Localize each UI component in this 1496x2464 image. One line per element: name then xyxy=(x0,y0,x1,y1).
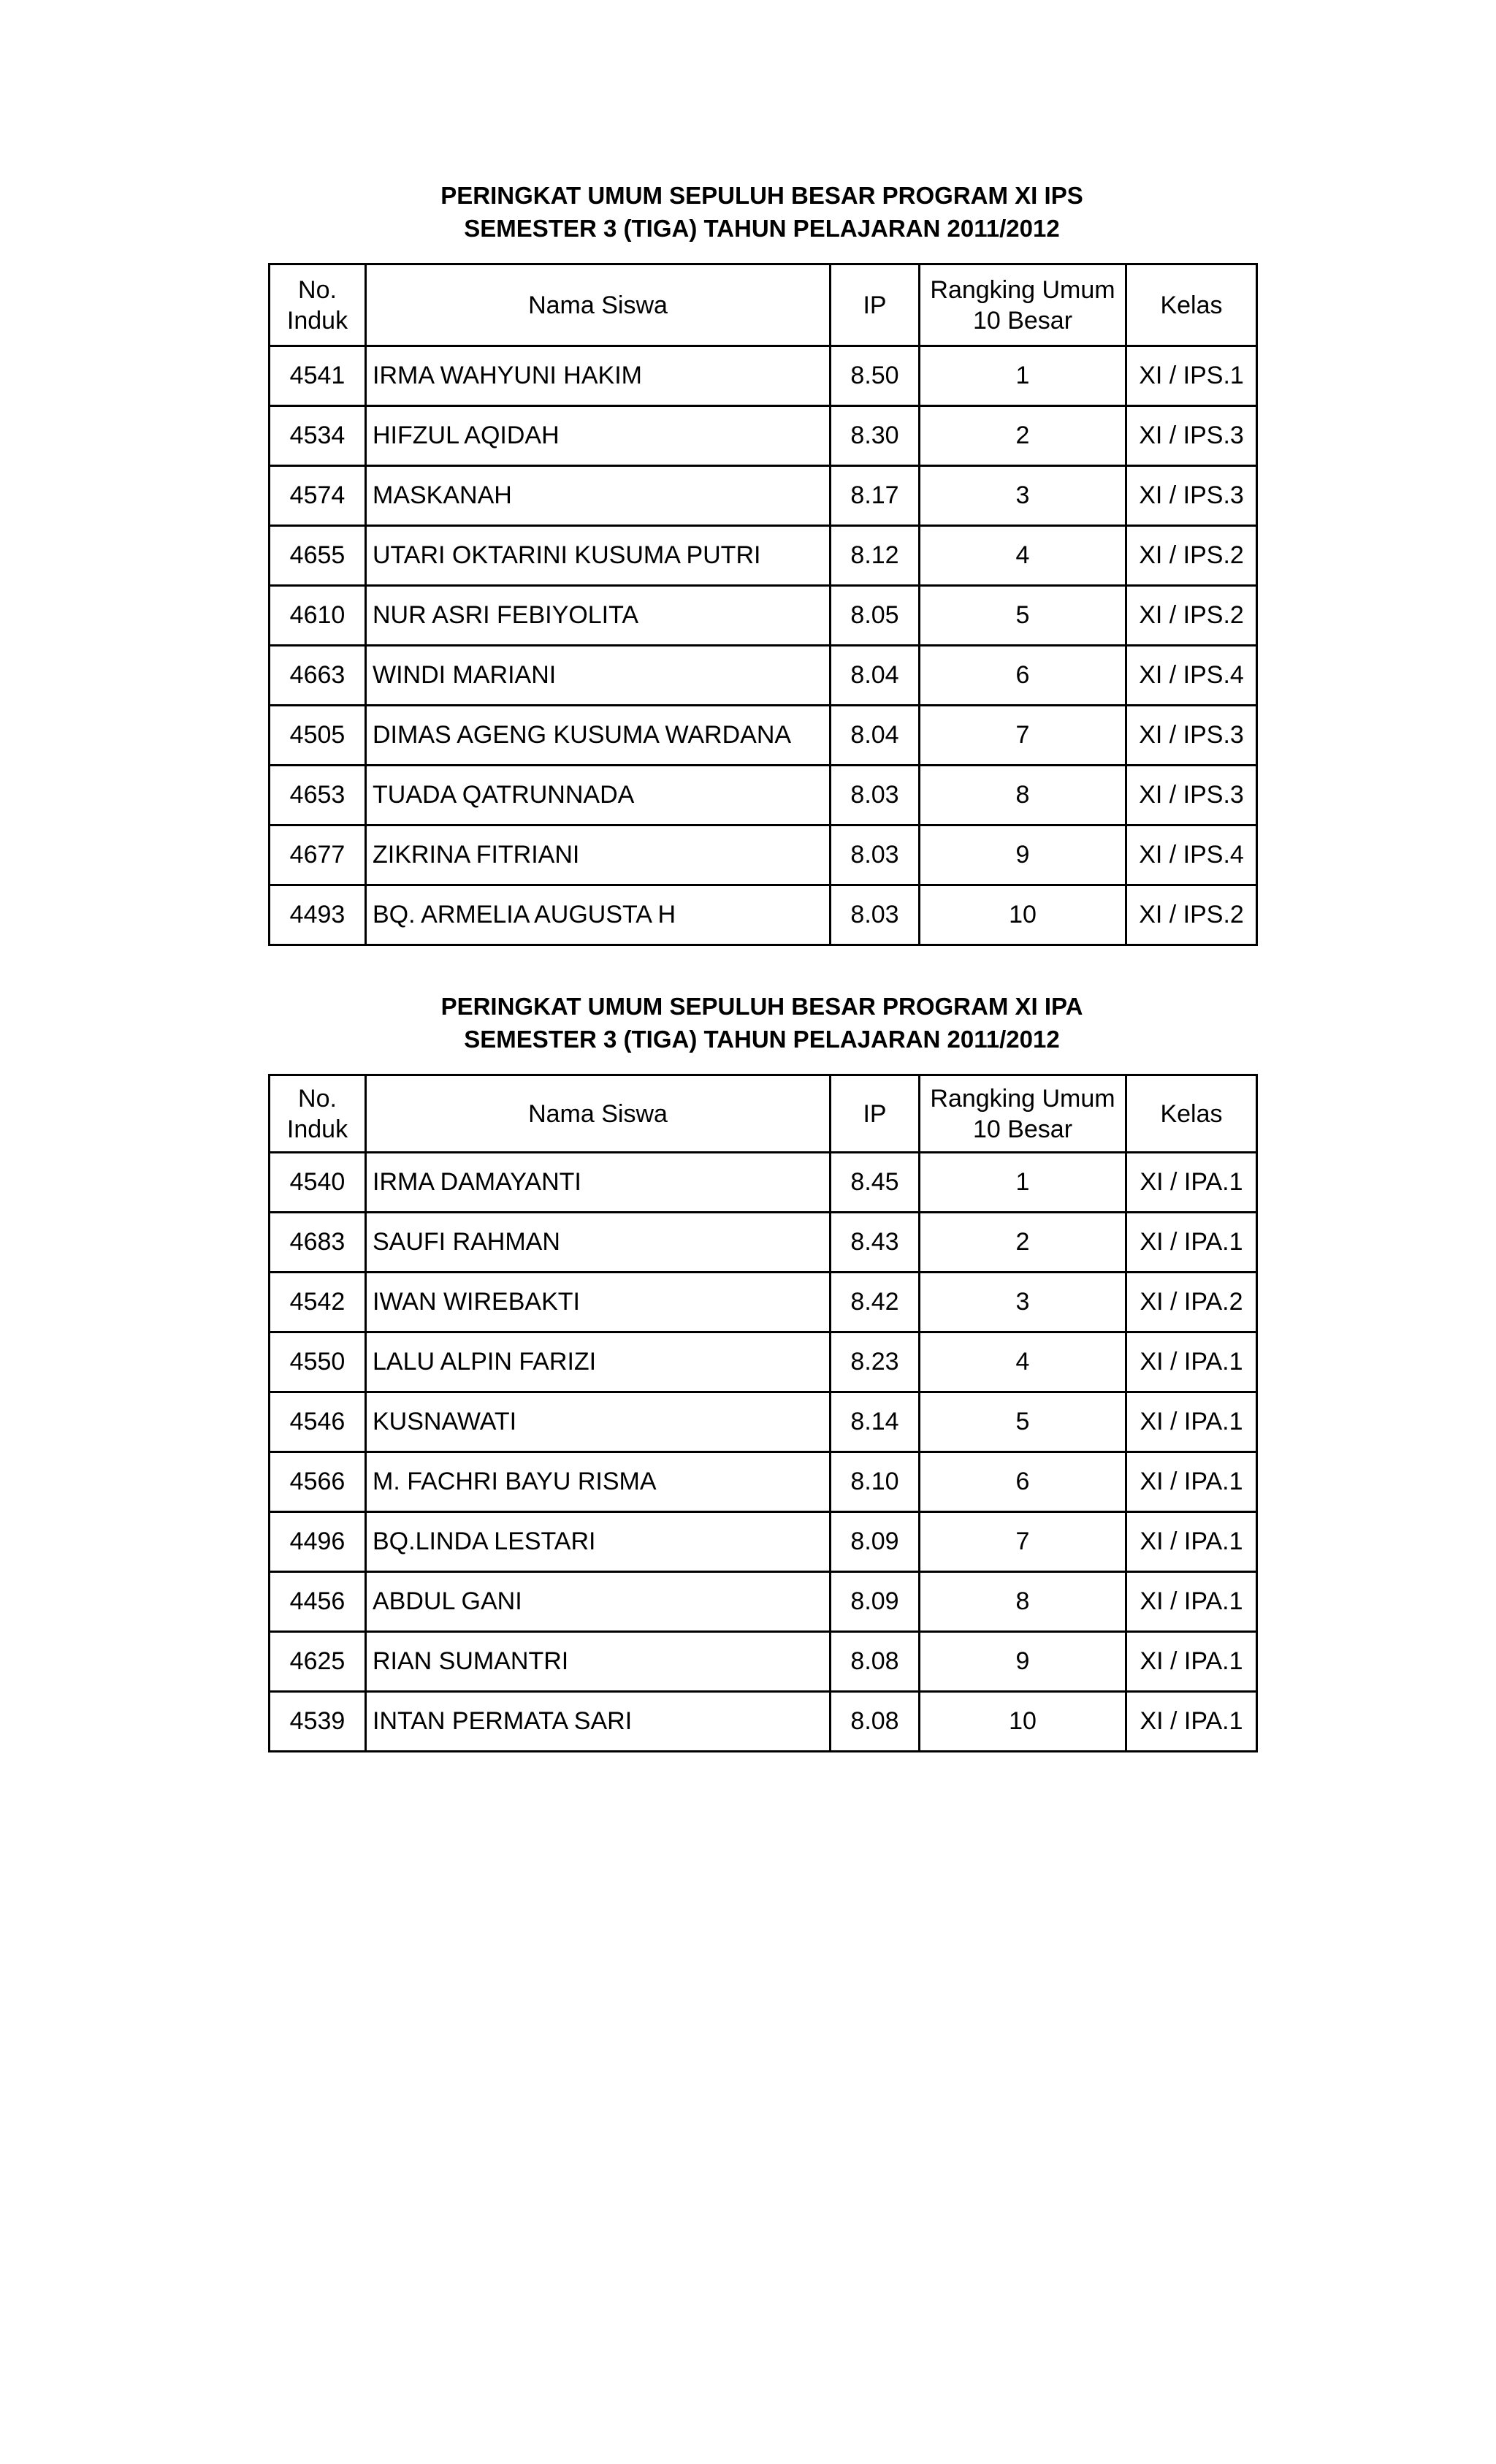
cell-rangking: 6 xyxy=(920,1452,1126,1512)
cell-nama-siswa: LALU ALPIN FARIZI xyxy=(366,1332,831,1392)
cell-ip: 8.12 xyxy=(831,526,920,586)
cell-rangking: 8 xyxy=(920,1572,1126,1632)
cell-kelas: XI / IPA.2 xyxy=(1126,1273,1257,1332)
cell-no-induk: 4625 xyxy=(270,1632,366,1692)
cell-no-induk: 4683 xyxy=(270,1213,366,1273)
cell-kelas: XI / IPS.3 xyxy=(1126,766,1257,825)
cell-ip: 8.42 xyxy=(831,1273,920,1332)
cell-no-induk: 4456 xyxy=(270,1572,366,1632)
cell-nama-siswa: TUADA QATRUNNADA xyxy=(366,766,831,825)
cell-rangking: 9 xyxy=(920,825,1126,885)
cell-no-induk: 4574 xyxy=(270,466,366,526)
cell-no-induk: 4566 xyxy=(270,1452,366,1512)
cell-kelas: XI / IPA.1 xyxy=(1126,1213,1257,1273)
cell-rangking: 10 xyxy=(920,1692,1126,1752)
cell-ip: 8.23 xyxy=(831,1332,920,1392)
header-no-induk: No. Induk xyxy=(270,1075,366,1153)
table-row xyxy=(270,1153,1257,1213)
cell-kelas: XI / IPS.4 xyxy=(1126,646,1257,706)
ipa-ranking-table xyxy=(268,1074,1258,1752)
cell-no-induk: 4496 xyxy=(270,1512,366,1572)
cell-ip: 8.03 xyxy=(831,825,920,885)
cell-nama-siswa: INTAN PERMATA SARI xyxy=(366,1692,831,1752)
cell-ip: 8.14 xyxy=(831,1392,920,1452)
cell-no-induk: 4493 xyxy=(270,885,366,945)
cell-rangking: 4 xyxy=(920,1332,1126,1392)
header-nama-siswa: Nama Siswa xyxy=(366,264,831,346)
ips-title xyxy=(268,179,1256,245)
cell-kelas: XI / IPA.1 xyxy=(1126,1452,1257,1512)
cell-kelas: XI / IPA.1 xyxy=(1126,1692,1257,1752)
header-kelas: Kelas xyxy=(1126,1075,1257,1153)
cell-nama-siswa: WINDI MARIANI xyxy=(366,646,831,706)
cell-rangking: 9 xyxy=(920,1632,1126,1692)
cell-kelas: XI / IPS.2 xyxy=(1126,526,1257,586)
cell-kelas: XI / IPA.1 xyxy=(1126,1153,1257,1213)
ipa-title xyxy=(268,990,1256,1056)
cell-nama-siswa: IRMA WAHYUNI HAKIM xyxy=(366,346,831,406)
table-row xyxy=(270,646,1257,706)
cell-nama-siswa: DIMAS AGENG KUSUMA WARDANA xyxy=(366,706,831,766)
cell-ip: 8.03 xyxy=(831,766,920,825)
cell-nama-siswa: IWAN WIREBAKTI xyxy=(366,1273,831,1332)
cell-nama-siswa: UTARI OKTARINI KUSUMA PUTRI xyxy=(366,526,831,586)
cell-ip: 8.04 xyxy=(831,706,920,766)
cell-no-induk: 4539 xyxy=(270,1692,366,1752)
cell-nama-siswa: MASKANAH xyxy=(366,466,831,526)
cell-kelas: XI / IPS.2 xyxy=(1126,586,1257,646)
ips-table-body xyxy=(270,346,1257,945)
cell-no-induk: 4542 xyxy=(270,1273,366,1332)
table-row xyxy=(270,346,1257,406)
header-rangking: Rangking Umum 10 Besar xyxy=(920,264,1126,346)
cell-ip: 8.09 xyxy=(831,1572,920,1632)
cell-rangking: 2 xyxy=(920,1213,1126,1273)
cell-ip: 8.17 xyxy=(831,466,920,526)
table-row xyxy=(270,466,1257,526)
cell-kelas: XI / IPA.1 xyxy=(1126,1392,1257,1452)
cell-no-induk: 4505 xyxy=(270,706,366,766)
cell-nama-siswa: ZIKRINA FITRIANI xyxy=(366,825,831,885)
cell-ip: 8.50 xyxy=(831,346,920,406)
cell-kelas: XI / IPA.1 xyxy=(1126,1332,1257,1392)
cell-ip: 8.45 xyxy=(831,1153,920,1213)
cell-no-induk: 4534 xyxy=(270,406,366,466)
header-no-induk: No. Induk xyxy=(270,264,366,346)
table-row xyxy=(270,1273,1257,1332)
table-header-row xyxy=(270,264,1257,346)
cell-rangking: 8 xyxy=(920,766,1126,825)
cell-no-induk: 4663 xyxy=(270,646,366,706)
cell-ip: 8.10 xyxy=(831,1452,920,1512)
cell-ip: 8.04 xyxy=(831,646,920,706)
cell-nama-siswa: ABDUL GANI xyxy=(366,1572,831,1632)
cell-rangking: 2 xyxy=(920,406,1126,466)
ips-ranking-section xyxy=(268,179,1256,946)
table-row xyxy=(270,706,1257,766)
cell-nama-siswa: IRMA DAMAYANTI xyxy=(366,1153,831,1213)
table-row xyxy=(270,526,1257,586)
cell-rangking: 1 xyxy=(920,1153,1126,1213)
table-row xyxy=(270,1572,1257,1632)
table-row xyxy=(270,1332,1257,1392)
cell-nama-siswa: SAUFI RAHMAN xyxy=(366,1213,831,1273)
cell-kelas: XI / IPS.3 xyxy=(1126,706,1257,766)
table-row xyxy=(270,1512,1257,1572)
cell-rangking: 5 xyxy=(920,586,1126,646)
cell-rangking: 3 xyxy=(920,466,1126,526)
header-ip: IP xyxy=(831,1075,920,1153)
table-row xyxy=(270,1392,1257,1452)
cell-nama-siswa: RIAN SUMANTRI xyxy=(366,1632,831,1692)
table-header-row xyxy=(270,1075,1257,1153)
table-row xyxy=(270,766,1257,825)
cell-rangking: 7 xyxy=(920,706,1126,766)
cell-rangking: 10 xyxy=(920,885,1126,945)
table-row xyxy=(270,586,1257,646)
ips-ranking-table xyxy=(268,263,1258,946)
table-row xyxy=(270,1213,1257,1273)
table-row xyxy=(270,825,1257,885)
header-kelas: Kelas xyxy=(1126,264,1257,346)
cell-rangking: 7 xyxy=(920,1512,1126,1572)
cell-kelas: XI / IPA.1 xyxy=(1126,1512,1257,1572)
cell-no-induk: 4550 xyxy=(270,1332,366,1392)
table-row xyxy=(270,885,1257,945)
cell-nama-siswa: BQ.LINDA LESTARI xyxy=(366,1512,831,1572)
cell-kelas: XI / IPS.4 xyxy=(1126,825,1257,885)
cell-ip: 8.05 xyxy=(831,586,920,646)
ipa-table-body xyxy=(270,1153,1257,1752)
cell-kelas: XI / IPS.2 xyxy=(1126,885,1257,945)
header-rangking: Rangking Umum 10 Besar xyxy=(920,1075,1126,1153)
ips-title-line2: SEMESTER 3 (TIGA) TAHUN PELAJARAN 2011/2012 xyxy=(464,215,1060,242)
cell-kelas: XI / IPA.1 xyxy=(1126,1572,1257,1632)
cell-ip: 8.03 xyxy=(831,885,920,945)
ipa-title-line1: PERINGKAT UMUM SEPULUH BESAR PROGRAM XI IPA xyxy=(440,993,1083,1020)
ipa-ranking-section xyxy=(268,990,1256,1752)
cell-kelas: XI / IPS.3 xyxy=(1126,406,1257,466)
cell-rangking: 6 xyxy=(920,646,1126,706)
cell-rangking: 5 xyxy=(920,1392,1126,1452)
cell-kelas: XI / IPS.1 xyxy=(1126,346,1257,406)
ipa-title-line2: SEMESTER 3 (TIGA) TAHUN PELAJARAN 2011/2012 xyxy=(464,1026,1060,1053)
ips-title-line1: PERINGKAT UMUM SEPULUH BESAR PROGRAM XI IPS xyxy=(440,182,1083,209)
cell-kelas: XI / IPS.3 xyxy=(1126,466,1257,526)
cell-ip: 8.09 xyxy=(831,1512,920,1572)
cell-no-induk: 4546 xyxy=(270,1392,366,1452)
cell-rangking: 1 xyxy=(920,346,1126,406)
cell-ip: 8.43 xyxy=(831,1213,920,1273)
cell-ip: 8.08 xyxy=(831,1692,920,1752)
table-row xyxy=(270,406,1257,466)
cell-nama-siswa: BQ. ARMELIA AUGUSTA H xyxy=(366,885,831,945)
header-ip: IP xyxy=(831,264,920,346)
cell-no-induk: 4610 xyxy=(270,586,366,646)
table-row xyxy=(270,1632,1257,1692)
cell-nama-siswa: HIFZUL AQIDAH xyxy=(366,406,831,466)
cell-rangking: 4 xyxy=(920,526,1126,586)
table-row xyxy=(270,1692,1257,1752)
table-row xyxy=(270,1452,1257,1512)
cell-nama-siswa: M. FACHRI BAYU RISMA xyxy=(366,1452,831,1512)
cell-kelas: XI / IPA.1 xyxy=(1126,1632,1257,1692)
cell-no-induk: 4540 xyxy=(270,1153,366,1213)
cell-no-induk: 4677 xyxy=(270,825,366,885)
cell-ip: 8.30 xyxy=(831,406,920,466)
cell-no-induk: 4655 xyxy=(270,526,366,586)
header-nama-siswa: Nama Siswa xyxy=(366,1075,831,1153)
cell-rangking: 3 xyxy=(920,1273,1126,1332)
cell-no-induk: 4541 xyxy=(270,346,366,406)
cell-nama-siswa: KUSNAWATI xyxy=(366,1392,831,1452)
cell-no-induk: 4653 xyxy=(270,766,366,825)
cell-nama-siswa: NUR ASRI FEBIYOLITA xyxy=(366,586,831,646)
cell-ip: 8.08 xyxy=(831,1632,920,1692)
